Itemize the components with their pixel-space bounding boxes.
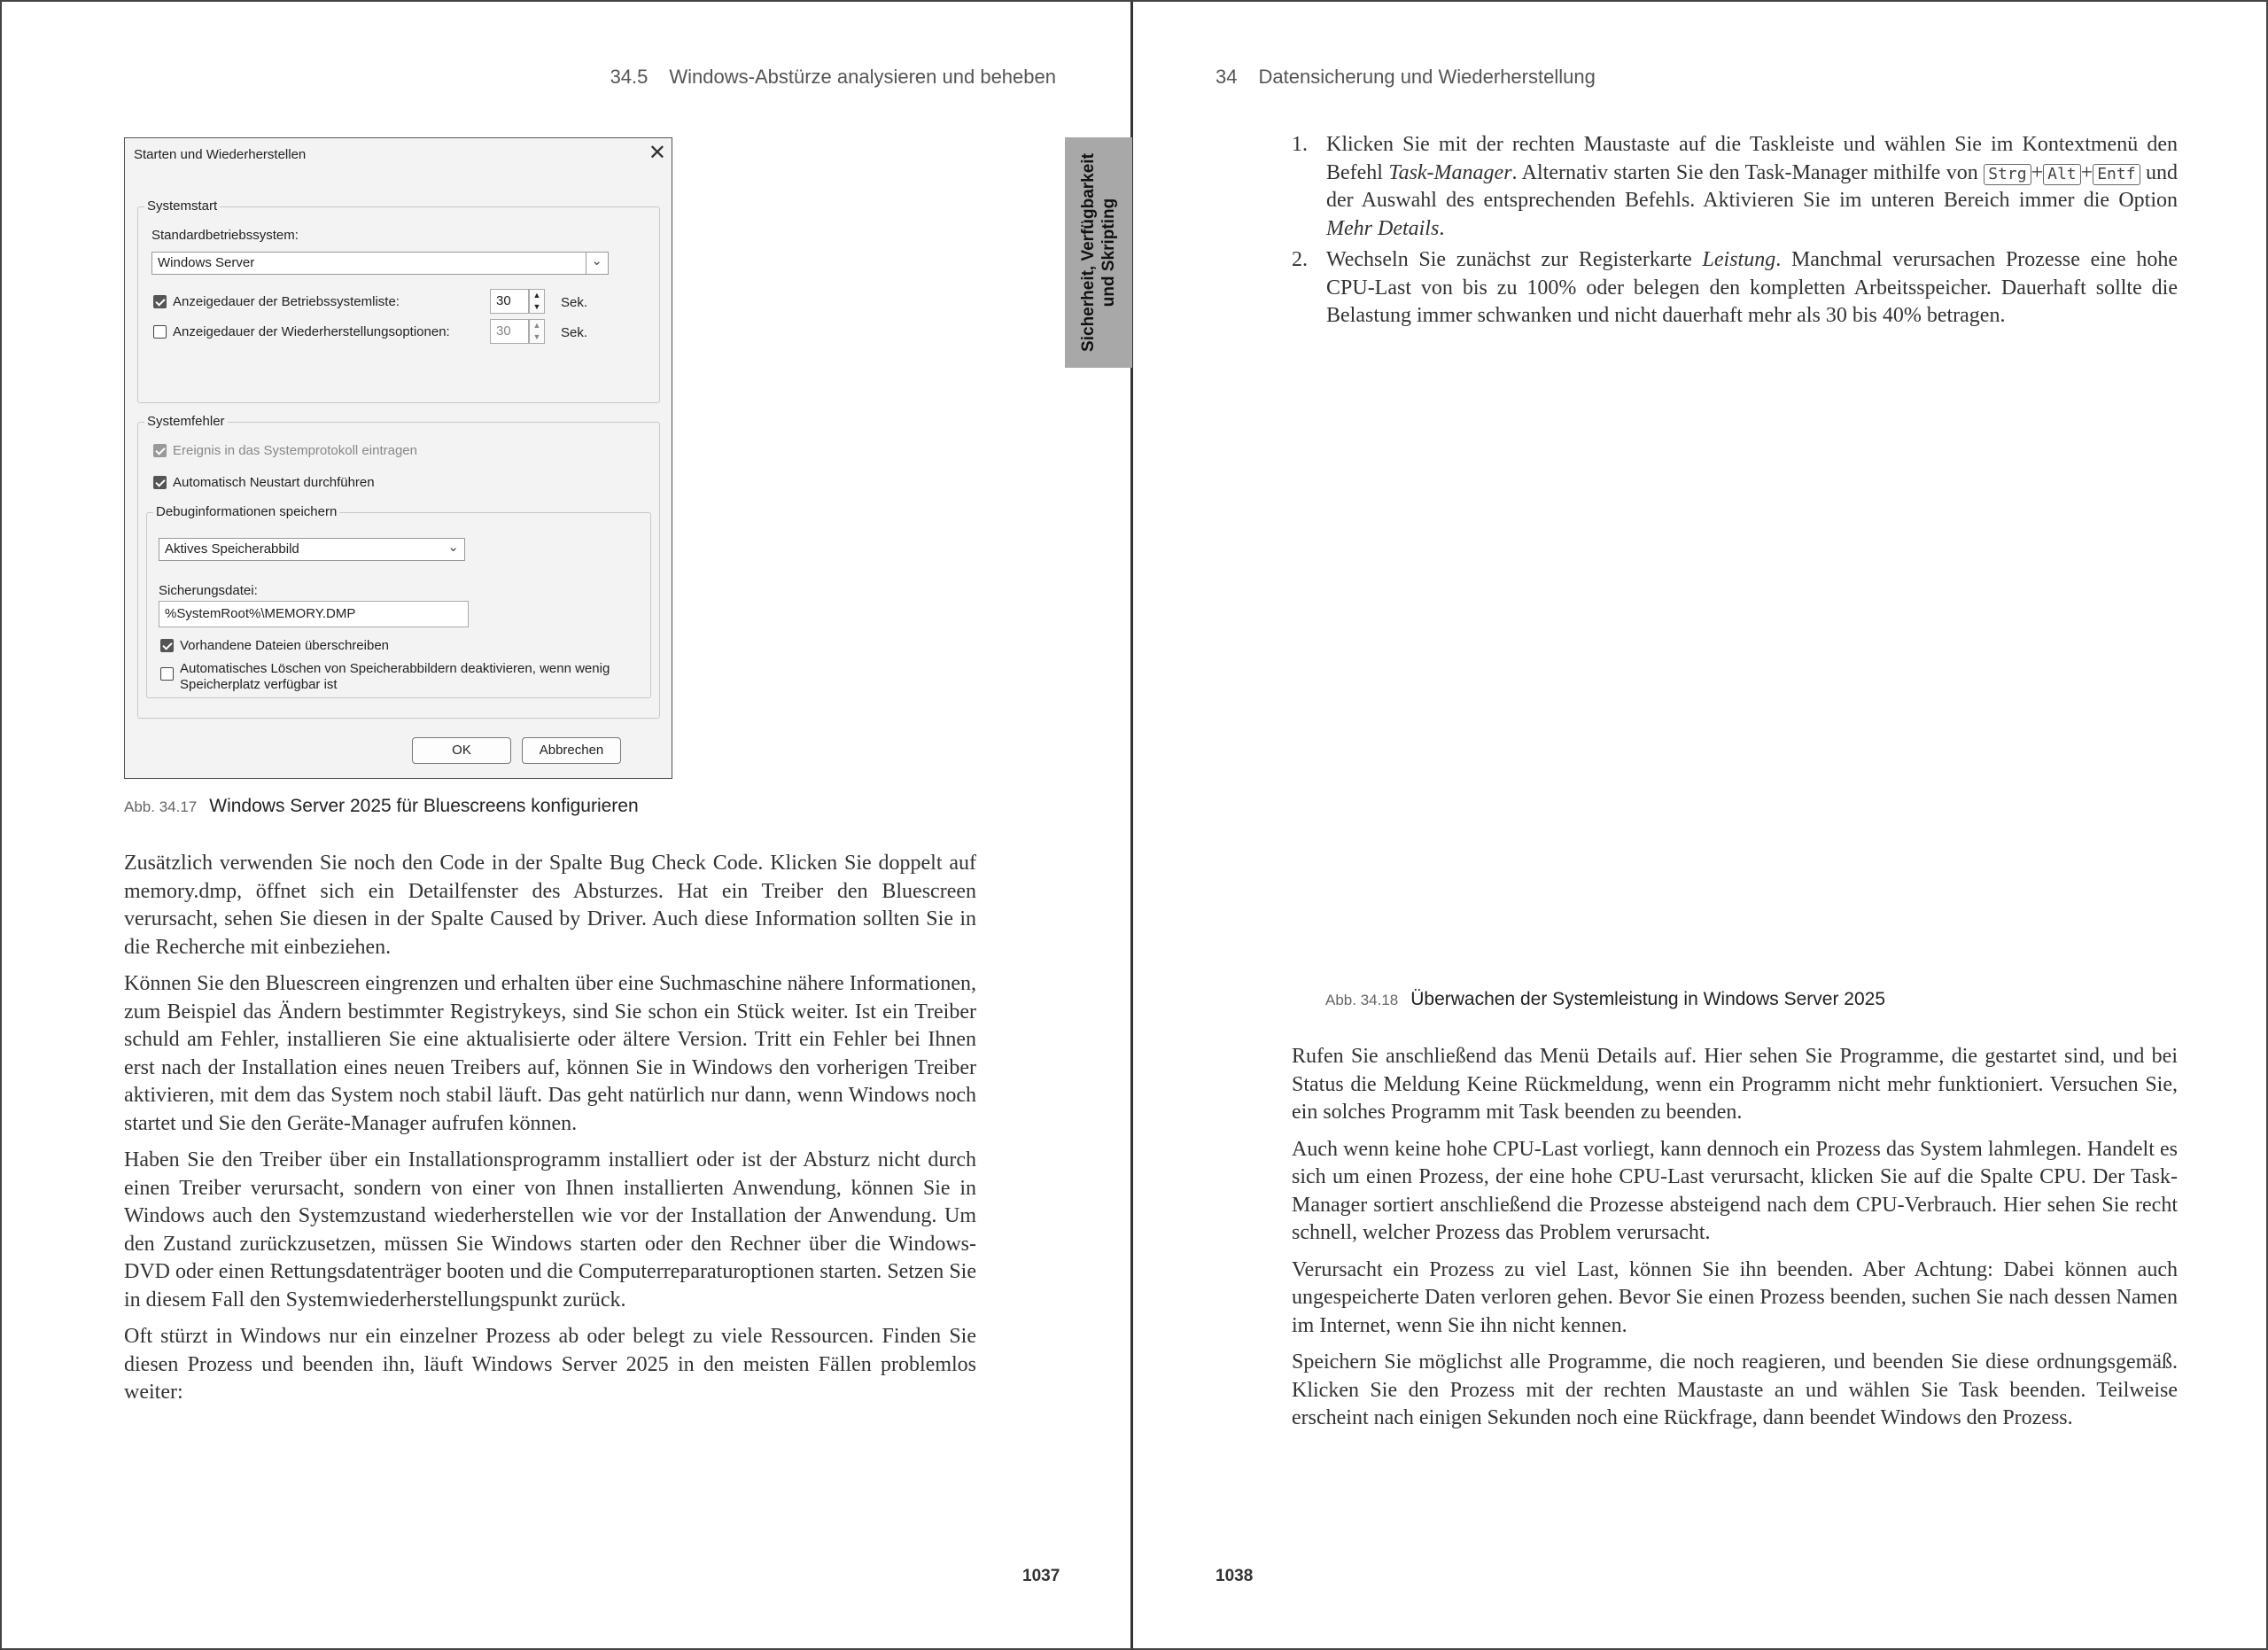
- figure-caption-label: Abb. 34.17: [124, 798, 198, 815]
- dialog-title: Starten und Wiederherstellen: [134, 147, 307, 162]
- key-alt: Alt: [2043, 164, 2081, 185]
- running-head-title: Datensicherung und Wiederherstellung: [1258, 66, 1596, 88]
- figure-caption-right: [1325, 989, 1885, 1010]
- systemstart-group-label: Systemstart: [144, 198, 220, 214]
- running-head-title: Windows-Abstürze analysieren und beheben: [669, 66, 1056, 88]
- step-text: und der Auswahl des entsprechenden Befehls. Aktivieren Sie im unteren Bereich immer die Option: [1326, 160, 2178, 212]
- disable-autodelete-checkbox[interactable]: [160, 667, 174, 681]
- overwrite-checkbox[interactable]: [160, 639, 174, 652]
- step-text: . Manchmal verursachen Prozesse eine hohe CPU-Last von bis zu 100% oder belegen den kompletten Arbeitsspeicher. Dauerhaft sollte die Belastung immer schwanken und nicht dauerhaft mehr als 30 bis 40% betragen.: [1326, 248, 2178, 327]
- step-italic: Mehr Details: [1326, 216, 1440, 240]
- auto-restart-label: Automatisch Neustart durchführen: [173, 475, 375, 490]
- log-event-label: Ereignis in das Systemprotokoll eintragen: [173, 443, 417, 458]
- show-recovery-label: Anzeigedauer der Wiederherstellungsoptionen:: [173, 324, 450, 339]
- show-list-spin-buttons[interactable]: ▲ ▼: [529, 289, 545, 314]
- step-text: Klicken Sie mit der rechten Maustaste auf die Taskleiste und wählen Sie im Kontextmenü den Befehl: [1326, 133, 2178, 184]
- chevron-down-icon: ⌄: [591, 253, 602, 269]
- dump-file-value: %SystemRoot%\MEMORY.DMP: [165, 606, 356, 621]
- running-head-right: [1216, 66, 1596, 89]
- right-page: [1136, 0, 2268, 1650]
- default-os-dropdown[interactable]: [586, 252, 609, 275]
- ok-button[interactable]: OK: [412, 737, 511, 764]
- figure-caption-text: Windows Server 2025 für Bluescreens konfigurieren: [209, 796, 639, 816]
- running-head-number: 34.5: [610, 66, 649, 88]
- show-list-spinner[interactable]: [490, 289, 529, 314]
- auto-restart-checkbox[interactable]: [153, 476, 167, 489]
- paragraph: Verursacht ein Prozess zu viel Last, können Sie ihn beenden. Aber Achtung: Dabei können auch ungespeicherte Daten verloren gehen. Bevor Sie einen Prozess beenden, suchen Sie nach dessen Namen im Internet, wenn Sie ihn nicht kennen.: [1292, 1257, 2178, 1337]
- figure-caption-left: [124, 796, 639, 817]
- thumb-tab-line-1: Sicherheit, Verfügbarkeit: [1079, 153, 1098, 352]
- page-number-right: 1038: [1216, 1567, 1254, 1585]
- paragraph: Speichern Sie möglichst alle Programme, die noch reagieren, und beenden Sie diese ordnungsgemäß. Klicken Sie den Prozess mit der rechten Maustaste an und wählen Sie Task beenden. Teilweise erscheint nach einigen Sekunden noch eine Rückfrage, dann beendet Windows den Prozess.: [1292, 1350, 2178, 1429]
- disable-autodelete-label-2: Speicherplatz verfügbar ist: [180, 677, 338, 692]
- page-number-left: 1037: [1022, 1567, 1060, 1585]
- paragraph: Haben Sie den Treiber über ein Installationsprogramm installiert oder ist der Absturz nicht durch einen Treiber verursacht, sondern von einer von Ihnen installierten Anwendung, können Sie in Windows auch den Systemzustand wiederherstellen wie vor der Installation der Anwendung. Um den Zustand zurückzusetzen, müssen Sie Windows starten oder den Rechner über die Windows-DVD oder einen Rettungsdatenträger booten und die Computerreparaturoptionen starten. Setzen Sie in diesem Fall den Systemwiederherstellungspunkt zurück.: [124, 1148, 976, 1311]
- show-recovery-value: 30: [496, 323, 511, 339]
- paragraph: Auch wenn keine hohe CPU-Last vorliegt, kann dennoch ein Prozess das System lahmlegen. Handelt es sich um einen Prozess, der eine hohe CPU-Last verursacht, klicken Sie auf die Spalte CPU. Der Task-Manager sortiert anschließend die Prozesse absteigend nach dem CPU-Verbrauch. Hier sehen Sie recht schnell, welcher Prozess das Problem verursacht.: [1292, 1137, 2178, 1244]
- chevron-down-icon: ⌄: [447, 540, 459, 555]
- right-steps: [1292, 131, 2178, 334]
- thumb-tab-line-2: und Skripting: [1099, 198, 1118, 307]
- key-strg: Strg: [1984, 164, 2031, 185]
- right-body-text: [1292, 1043, 2178, 1442]
- left-body-text: [124, 850, 976, 1416]
- cancel-button[interactable]: Abbrechen: [522, 737, 621, 764]
- chapter-thumb-tab: [1065, 137, 1132, 368]
- figure-caption-text: Überwachen der Systemleistung in Windows Server 2025: [1410, 989, 1886, 1009]
- step-text: Wechseln Sie zunächst zur Registerkarte: [1326, 248, 1703, 271]
- log-event-checkbox[interactable]: [153, 444, 167, 457]
- step-italic: Leistung: [1702, 248, 1776, 271]
- step-italic: Task-Manager: [1388, 160, 1512, 184]
- dump-file-label: Sicherungsdatei:: [159, 583, 258, 598]
- dump-file-input[interactable]: [159, 601, 469, 627]
- step-number: 1.: [1292, 133, 1308, 156]
- key-entf: Entf: [2093, 164, 2140, 185]
- default-os-label: Standardbetriebssystem:: [151, 228, 299, 243]
- disable-autodelete-label-1: Automatisches Löschen von Speicherabbildern deaktivieren, wenn wenig: [180, 661, 610, 676]
- paragraph: Oft stürzt in Windows nur ein einzelner Prozess ab oder belegt zu viele Ressourcen. Finden Sie diesen Prozess und beenden ihn, läuft Windows Server 2025 in den meisten Fällen problemlos weiter:: [124, 1325, 976, 1404]
- step-1: 1. Klicken Sie mit der rechten Maustaste auf die Taskleiste und wählen Sie im Kontextmenü den Befehl Task-Manager. Alternativ starten Sie den Task-Manager mithilfe von Strg + Alt + Entf und der Auswahl des entsprechenden Befehls. Aktivieren Sie im unteren Bereich immer die Option Mehr Details.: [1292, 133, 2178, 240]
- default-os-value: Windows Server: [158, 255, 255, 270]
- show-list-value: 30: [496, 293, 511, 308]
- step-number: 2.: [1292, 248, 1308, 271]
- dump-type-select[interactable]: [159, 538, 465, 561]
- running-head-number: 34: [1216, 66, 1238, 88]
- step-text: . Alternativ starten Sie den Task-Manager mithilfe von: [1511, 160, 1978, 184]
- paragraph: Können Sie den Bluescreen eingrenzen und erhalten über eine Suchmaschine nähere Informationen, zum Beispiel das Ändern bestimmter Registrykeys, sind Sie schon ein Stück weiter. Ist ein Treiber schuld am Fehler, installieren Sie eine aktualisierte oder ältere Version. Tritt ein Fehler bei Ihnen erst nach der Installation eines neuen Treibers auf, können Sie in Windows den vorherigen Treiber aktivieren, mit dem das System noch stabil läuft. Das geht natürlich nur dann, wenn Windows noch startet und Sie den Geräte-Manager aufrufen können.: [124, 972, 976, 1135]
- overwrite-label: Vorhandene Dateien überschreiben: [180, 638, 390, 653]
- paragraph: Rufen Sie anschließend das Menü Details auf. Hier sehen Sie Programme, die gestartet sind, und bei Status die Meldung Keine Rückmeldung, wenn ein Programm nicht mehr funktioniert. Versuchen Sie, ein solches Programm mit Task beenden zu beenden.: [1292, 1045, 2178, 1124]
- systemfehler-group-label: Systemfehler: [144, 414, 228, 429]
- show-recovery-checkbox[interactable]: [153, 325, 167, 339]
- step-2: [1292, 246, 2178, 331]
- show-recovery-spinner[interactable]: [490, 319, 529, 344]
- default-os-select[interactable]: [151, 252, 602, 275]
- debug-info-group-label: Debuginformationen speichern: [153, 504, 339, 519]
- show-list-label: Anzeigedauer der Betriebssystemliste:: [173, 294, 400, 309]
- running-head-left: [610, 66, 1056, 89]
- left-page: [0, 0, 1132, 1650]
- dump-type-value: Aktives Speicherabbild: [165, 541, 299, 556]
- show-recovery-unit: Sek.: [561, 325, 588, 340]
- show-recovery-spin-buttons[interactable]: ▲ ▼: [529, 319, 545, 344]
- figure-caption-label: Abb. 34.18: [1325, 992, 1399, 1008]
- startup-recovery-dialog: [124, 137, 672, 779]
- paragraph: Zusätzlich verwenden Sie noch den Code in der Spalte Bug Check Code. Klicken Sie doppelt auf memory.dmp, öffnet sich ein Detailfenster des Absturzes. Hat ein Treiber den Bluescreen verursacht, sehen Sie diesen in der Spalte Caused by Driver. Auch diese Information sollten Sie in die Recherche mit einbeziehen.: [124, 852, 976, 959]
- close-icon[interactable]: ✕: [648, 141, 666, 165]
- show-list-checkbox[interactable]: [153, 295, 167, 308]
- show-list-unit: Sek.: [561, 295, 588, 310]
